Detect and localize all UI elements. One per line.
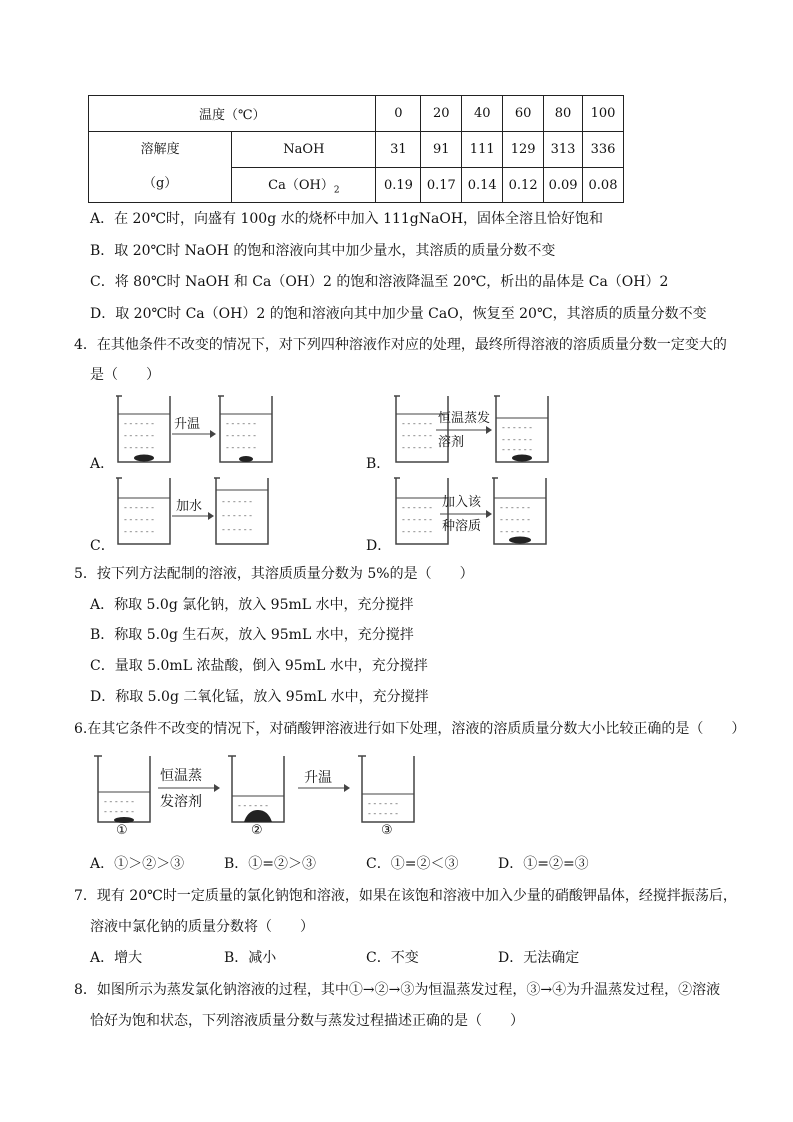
value-cell: 0.17 [421,168,462,203]
q4-label-b: B． [366,456,391,472]
svg-text:- - - - - -: - - - - - - [124,527,155,536]
value-cell: 111 [462,132,503,168]
q4-label-d: D． [366,538,392,554]
q4-stem-line1: 4．在其他条件不改变的情况下，对下列四种溶液作对应的处理，最终所得溶液的溶质质量分数一定变大的 [74,337,727,353]
q3-option-b: B．取 20℃时 NaOH 的饱和溶液向其中加少量水，其溶质的质量分数不变 [90,243,556,259]
q5-option-d: D．称取 5.0g 二氧化锰，放入 95mL 水中，充分搅拌 [90,689,429,705]
temp-cell: 40 [462,96,503,132]
q6-option-c: C．①=②＜③ [366,856,459,872]
temp-cell: 0 [376,96,421,132]
q5-option-c: C．量取 5.0mL 浓盐酸，倒入 95mL 水中，充分搅拌 [90,658,428,674]
svg-text:- - - - - -: - - - - - - [368,799,399,808]
q6-beaker-2-number: ② [251,823,263,838]
svg-text:- - - - - -: - - - - - - [104,807,135,816]
svg-text:- - - - - -: - - - - - - [368,809,399,818]
svg-text:- - - - - -: - - - - - - [502,445,533,454]
beaker-icon [394,396,448,462]
q4-arrow-b-label-1: 恒温蒸发 [438,411,491,426]
q7-stem-line2: 溶液中氯化钠的质量分数将（ ） [90,919,314,935]
temp-cell: 80 [544,96,583,132]
value-cell: 313 [544,132,583,168]
beaker-icon [394,478,448,544]
svg-text:- - - - - -: - - - - - - [226,443,257,452]
value-cell: 0.14 [462,168,503,203]
beaker-icon [358,756,414,822]
svg-text:- - - - - -: - - - - - - [226,431,257,440]
substance-caoh2 [232,168,376,203]
svg-text:- - - - - -: - - - - - - [402,419,433,428]
q7-option-b: B．减小 [224,950,277,966]
q5-option-a: A．称取 5.0g 氯化钠，放入 95mL 水中，充分搅拌 [90,597,414,613]
q6-beaker-1-number: ① [116,823,128,838]
q6-figure [92,752,422,838]
value-cell: 31 [376,132,421,168]
q3-option-d: D．取 20℃时 Ca（OH）2 的饱和溶液向其中加少量 CaO，恢复至 20℃，其溶质的质量分数不变 [90,306,707,322]
beaker-icon [492,478,546,544]
beaker-icon [228,756,284,822]
q8-stem-line2: 恰好为饱和状态，下列溶液质量分数与蒸发过程描述正确的是（ ） [90,1013,524,1029]
beaker-icon [94,756,150,823]
value-cell: 336 [583,132,624,168]
q6-arrow-2-label: 升温 [304,770,332,786]
q4-arrow-c-label: 加水 [176,499,203,514]
value-cell: 0.12 [503,168,544,203]
q6-option-a: A．①＞②＞③ [90,856,185,872]
svg-text:- - - - - -: - - - - - - [222,525,253,534]
q6-arrow-1-label-1: 恒温蒸 [160,768,202,784]
q4-arrow-a-label: 升温 [174,417,201,432]
svg-text:- - - - - -: - - - - - - [500,527,531,536]
q6-option-b: B．①=②＞③ [224,856,317,872]
beaker-icon [214,478,268,544]
q6-arrow-1-label-2: 发溶剂 [160,794,202,810]
svg-text:- - - - - -: - - - - - - [124,431,155,440]
beaker-icon [116,478,170,544]
temp-cell: 100 [583,96,624,132]
svg-text:- - - - - -: - - - - - - [124,515,155,524]
q4-arrow-d-label-2: 种溶质 [442,519,482,534]
beaker-icon [116,396,170,462]
value-cell: 0.08 [583,168,624,203]
svg-text:- - - - - -: - - - - - - [502,435,533,444]
svg-text:- - - - - -: - - - - - - [402,515,433,524]
q6-beaker-3-number: ③ [381,823,393,838]
q8-stem-line1: 8．如图所示为蒸发氯化钠溶液的过程，其中①→②→③为恒温蒸发过程，③→④为升温蒸发过程，②溶液 [74,982,721,998]
q5-stem: 5．按下列方法配制的溶液，其溶质质量分数为 5%的是（ ） [74,566,474,582]
svg-text:- - - - - -: - - - - - - [222,497,253,506]
q7-option-d: D．无法确定 [498,950,580,966]
svg-text:- - - - - -: - - - - - - [124,443,155,452]
solubility-label-line2: （g） [142,176,178,191]
q4-arrow-b-label-2: 溶剂 [438,435,465,450]
q4-stem-line2: 是（ ） [90,367,160,383]
solubility-label-line1: 溶解度 [140,142,180,157]
svg-text:- - - - - -: - - - - - - [124,503,155,512]
svg-text:- - - - - -: - - - - - - [402,431,433,440]
q3-option-a: A．在 20℃时，向盛有 100g 水的烧杯中加入 111gNaOH，固体全溶且恰好饱和 [90,211,604,227]
q7-stem-line1: 7．现有 20℃时一定质量的氯化钠饱和溶液，如果在该饱和溶液中加入少量的硝酸钾晶体，经搅拌振荡后， [74,888,737,904]
temp-cell: 60 [503,96,544,132]
solubility-table [88,95,624,203]
svg-text:- - - - - -: - - - - - - [402,527,433,536]
q3-option-c: C．将 80℃时 NaOH 和 Ca（OH）2 的饱和溶液降温至 20℃，析出的晶体是 Ca（OH）2 [90,274,669,290]
svg-text:- - - - - -: - - - - - - [238,801,269,810]
temp-cell: 20 [421,96,462,132]
q4-label-c: C． [90,538,115,554]
q4-figure-a [112,392,278,470]
svg-text:- - - - - -: - - - - - - [500,515,531,524]
svg-text:- - - - - -: - - - - - - [402,503,433,512]
q5-option-b: B．称取 5.0g 生石灰，放入 95mL 水中，充分搅拌 [90,627,414,643]
q6-stem: 6.在其它条件不改变的情况下，对硝酸钾溶液进行如下处理，溶液的溶质质量分数大小比较正确的是（ ） [74,721,746,737]
value-cell: 0.19 [376,168,421,203]
solubility-label [89,132,232,203]
q4-figure-b [390,392,556,470]
substance-naoh: NaOH [232,132,376,168]
q4-arrow-d-label-1: 加入该 [442,495,482,510]
svg-text:- - - - - -: - - - - - - [222,511,253,520]
svg-text:- - - - - -: - - - - - - [502,423,533,432]
svg-text:- - - - - -: - - - - - - [402,443,433,452]
svg-text:- - - - - -: - - - - - - [124,419,155,428]
svg-text:- - - - - -: - - - - - - [226,419,257,428]
q4-label-a: A． [90,456,115,472]
q4-figure-d [390,474,556,552]
substance-caoh2-sub: 2 [333,185,340,196]
q6-option-d: D．①=②=③ [498,856,589,872]
temp-header: 温度（℃） [89,96,376,132]
value-cell: 129 [503,132,544,168]
svg-text:- - - - - -: - - - - - - [104,797,135,806]
beaker-icon [218,396,272,462]
value-cell: 0.09 [544,168,583,203]
q4-figure-c [112,474,278,552]
q7-option-a: A．增大 [90,950,143,966]
beaker-icon [494,396,548,462]
substance-caoh2-text: Ca（OH） [268,178,334,194]
q7-option-c: C．不变 [366,950,419,966]
svg-text:- - - - - -: - - - - - - [500,503,531,512]
value-cell: 91 [421,132,462,168]
